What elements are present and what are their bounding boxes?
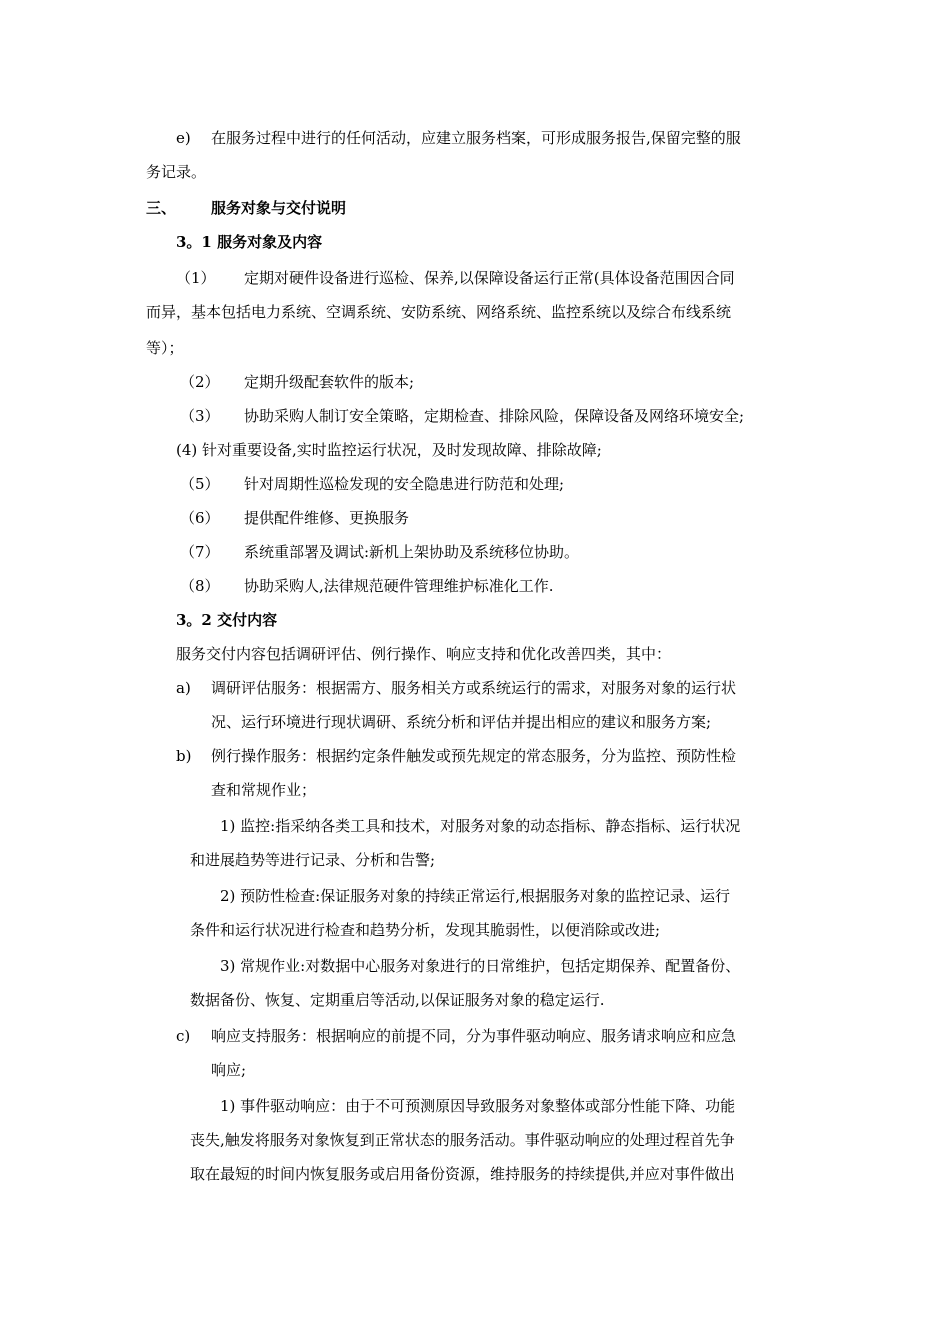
list-marker: （7） [180, 543, 220, 561]
paragraph-line: 响应; [211, 1061, 247, 1079]
paragraph-line: 1) 事件驱动响应：由于不可预测原因导致服务对象整体或部分性能下降、功能 [220, 1097, 736, 1115]
paragraph-line: 条件和运行状况进行检查和趋势分析，发现其脆弱性，以便消除或改进; [190, 921, 661, 939]
paragraph-line: 定期对硬件设备进行巡检、保养,以保障设备运行正常(具体设备范围因合同 [244, 269, 735, 287]
list-item-text: 协助采购人制订安全策略，定期检查、排除风险，保障设备及网络环境安全; [244, 407, 745, 425]
list-item-text: 定期升级配套软件的版本; [244, 373, 415, 391]
paragraph-line: 取在最短的时间内恢复服务或启用备份资源，维持服务的持续提供,并应对事件做出 [190, 1165, 735, 1183]
paragraph-line: 况、运行环境进行现状调研、系统分析和评估并提出相应的建议和服务方案; [211, 713, 712, 731]
list-marker: （5） [180, 475, 220, 493]
paragraph-line: 在服务过程中进行的任何活动，应建立服务档案，可形成服务报告,保留完整的服 [211, 129, 741, 147]
list-marker: （6） [180, 509, 220, 527]
paragraph-line: 务记录。 [146, 163, 207, 181]
list-marker: c) [176, 1027, 191, 1045]
list-item-text: 协助采购人,法律规范硬件管理维护标准化工作. [244, 577, 554, 595]
subsection-heading: 3。2 交付内容 [176, 611, 278, 629]
paragraph-line: 服务交付内容包括调研评估、例行操作、响应支持和优化改善四类，其中： [176, 645, 672, 663]
list-marker: （8） [180, 577, 220, 595]
paragraph-line: 响应支持服务：根据响应的前提不同，分为事件驱动响应、服务请求响应和应急 [211, 1027, 737, 1045]
paragraph-line: 丧失,触发将服务对象恢复到正常状态的服务活动。事件驱动响应的处理过程首先争 [190, 1131, 735, 1149]
list-marker: b) [176, 747, 192, 765]
paragraph-line: 调研评估服务：根据需方、服务相关方或系统运行的需求，对服务对象的运行状 [211, 679, 737, 697]
list-item-text: 系统重部署及调试:新机上架协助及系统移位协助。 [244, 543, 580, 561]
paragraph-line: 和进展趋势等进行记录、分析和告警; [190, 851, 436, 869]
paragraph-line: 2) 预防性检查:保证服务对象的持续正常运行,根据服务对象的监控记录、运行 [220, 887, 730, 905]
list-marker: a) [176, 679, 191, 697]
section-title: 服务对象与交付说明 [211, 199, 347, 217]
paragraph-line: 1) 监控:指采纳各类工具和技术，对服务对象的动态指标、静态指标、运行状况 [220, 817, 741, 835]
paragraph-line: 而异，基本包括电力系统、空调系统、安防系统、网络系统、监控系统以及综合布线系统 [146, 303, 732, 321]
list-marker: （3） [180, 407, 220, 425]
paragraph-line: 查和常规作业； [211, 781, 317, 799]
list-item-text: (4) 针对重要设备,实时监控运行状况，及时发现故障、排除故障; [176, 441, 602, 459]
subsection-heading: 3。1 服务对象及内容 [176, 233, 323, 251]
paragraph-line: 3) 常规作业:对数据中心服务对象进行的日常维护，包括定期保养、配置备份、 [220, 957, 741, 975]
list-marker: （2） [180, 373, 220, 391]
paragraph-line: 数据备份、恢复、定期重启等活动,以保证服务对象的稳定运行. [190, 991, 605, 1009]
list-item-text: 针对周期性巡检发现的安全隐患进行防范和处理; [244, 475, 565, 493]
paragraph-line: 例行操作服务：根据约定条件触发或预先规定的常态服务，分为监控、预防性检 [211, 747, 737, 765]
section-number: 三、 [146, 199, 177, 217]
list-marker: （1） [176, 269, 216, 287]
paragraph-line: 等）； [146, 339, 184, 357]
list-marker: e) [176, 129, 191, 147]
list-item-text: 提供配件维修、更换服务 [244, 509, 410, 527]
